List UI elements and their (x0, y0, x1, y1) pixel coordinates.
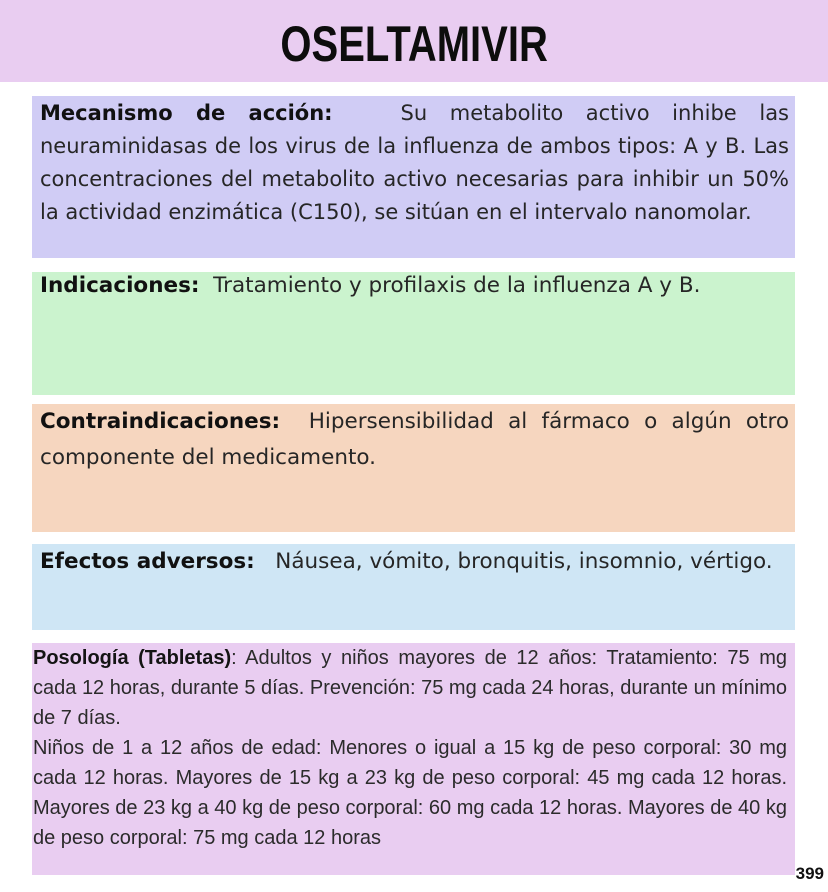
posologia-label: Posología (Tabletas) (33, 647, 232, 669)
section-indicaciones (32, 272, 795, 395)
mecanismo-paragraph (40, 97, 789, 229)
mecanismo-label: Mecanismo de acción: (40, 101, 333, 125)
indicaciones-paragraph (40, 272, 789, 299)
section-mecanismo (32, 96, 795, 258)
page-title: OSELTAMIVIR (280, 16, 548, 72)
efectos-text: Náusea, vómito, bronquitis, insomnio, vértigo. (275, 549, 773, 574)
indicaciones-text: Tratamiento y profilaxis de la influenza A y B. (213, 273, 701, 298)
section-posologia (32, 643, 795, 875)
posologia-paragraph-adultos (33, 643, 787, 733)
posologia-text-ninos: Niños de 1 a 12 años de edad: Menores o igual a 15 kg de peso corporal: 30 mg cada 12 horas. Mayores de 15 kg a 23 kg de peso corporal: 45 mg cada 12 horas. Mayores de 23 kg a 40 kg de peso corporal: 60 mg cada 12 horas. Mayores de 40 kg de peso corporal: 75 mg cada 12 horas (33, 737, 787, 849)
section-efectos-adversos (32, 544, 795, 630)
title-banner (0, 0, 828, 82)
contraindicaciones-paragraph (40, 404, 789, 476)
page-number: 399 (795, 864, 824, 883)
indicaciones-label: Indicaciones: (40, 273, 200, 298)
efectos-paragraph (40, 544, 789, 580)
contraindicaciones-text: Hipersensibilidad al fármaco o algún otro componente del medicamento. (40, 409, 789, 470)
section-contraindicaciones (32, 404, 795, 532)
contraindicaciones-label: Contraindicaciones: (40, 409, 281, 434)
mecanismo-text: Su metabolito activo inhibe las neuraminidasas de los virus de la influenza de ambos tipos: A y B. Las concentraciones del metabolito activo necesarias para inhibir un 50% la actividad enzimática (C150), se sitúan en el intervalo nanomolar. (40, 101, 790, 224)
efectos-label: Efectos adversos: (40, 549, 255, 574)
posologia-paragraph-ninos (33, 733, 787, 853)
posologia-text-adultos: : Adultos y niños mayores de 12 años: Tratamiento: 75 mg cada 12 horas, durante 5 días. Prevención: 75 mg cada 24 horas, durante un mínimo de 7 días. (33, 647, 787, 729)
